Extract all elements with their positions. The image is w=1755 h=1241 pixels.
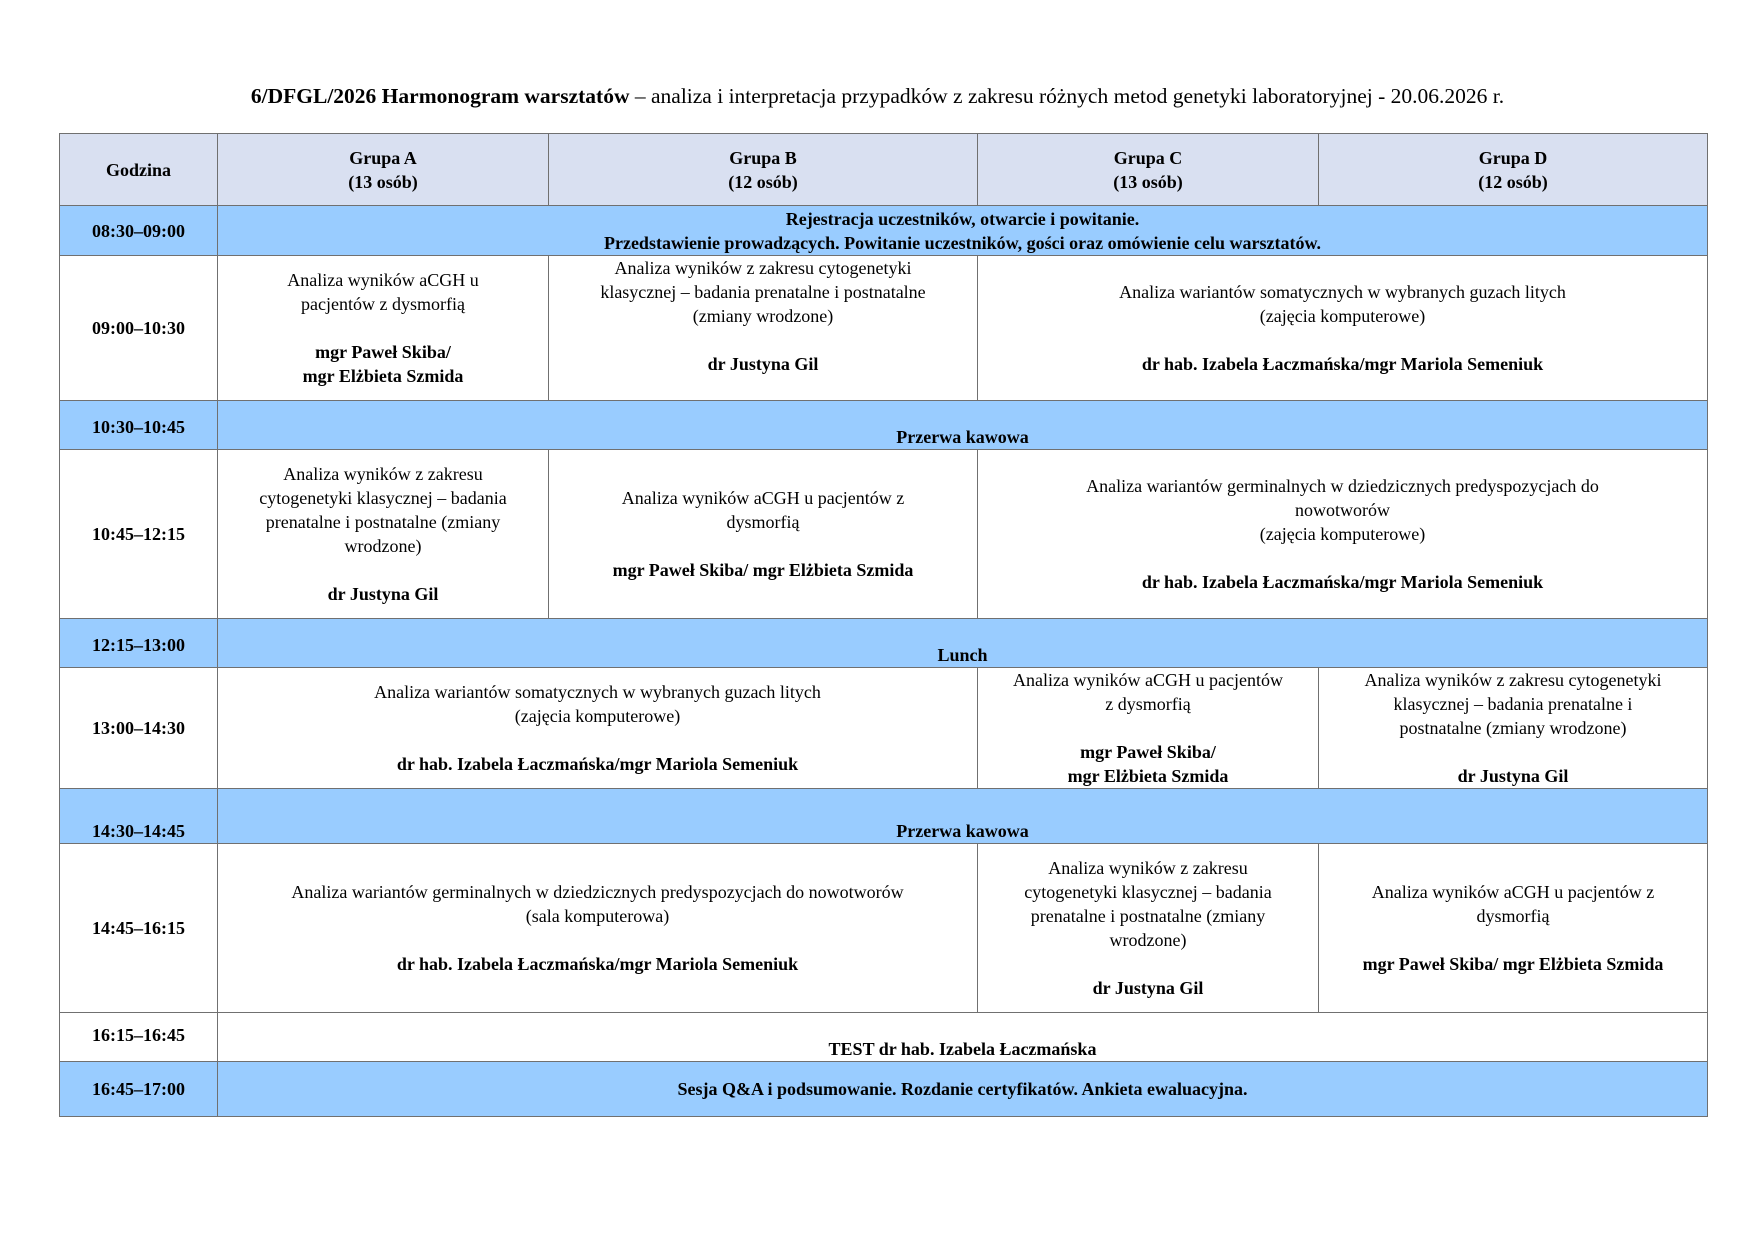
- session-cell-d: Analiza wyników z zakresu cytogenetyki klasycznej – badania prenatalne i postnatalne (zmiany wrodzone) dr Justyna Gil: [1319, 668, 1708, 789]
- session-cell-d: Analiza wyników aCGH u pacjentów z dysmorfią mgr Paweł Skiba/ mgr Elżbieta Szmida: [1319, 844, 1708, 1013]
- session-cell-b: Analiza wyników aCGH u pacjentów z dysmorfią mgr Paweł Skiba/ mgr Elżbieta Szmida: [549, 450, 978, 619]
- time-cell: 13:00–14:30: [60, 668, 218, 789]
- time-cell: 08:30–09:00: [60, 206, 218, 256]
- session-cell-cd: Analiza wariantów germinalnych w dziedzicznych predyspozycjach do nowotworów (zajęcia komputerowe) dr hab. Izabela Łaczmańska/mgr Mariola Semeniuk: [978, 450, 1708, 619]
- row-session-2: [60, 450, 1708, 619]
- test-cell: TEST dr hab. Izabela Łaczmańska: [218, 1013, 1708, 1062]
- session-cell-a: Analiza wyników aCGH u pacjentów z dysmorfią mgr Paweł Skiba/ mgr Elżbieta Szmida: [218, 256, 549, 401]
- row-session-3: [60, 668, 1708, 789]
- session-cell-c: Analiza wyników z zakresu cytogenetyki klasycznej – badania prenatalne i postnatalne (zmiany wrodzone) dr Justyna Gil: [978, 844, 1319, 1013]
- session-cell-cd: Analiza wariantów somatycznych w wybranych guzach litych (zajęcia komputerowe) dr hab. Izabela Łaczmańska/mgr Mariola Semeniuk: [978, 256, 1708, 401]
- lunch-cell: Lunch: [218, 619, 1708, 668]
- registration-cell: Rejestracja uczestników, otwarcie i powitanie. Przedstawienie prowadzących. Powitanie uczestników, gości oraz omówienie celu warsztatów.: [218, 206, 1708, 256]
- row-registration: [60, 206, 1708, 256]
- document-title: [0, 84, 1755, 109]
- time-cell: 16:45–17:00: [60, 1062, 218, 1117]
- row-coffee-break-1: [60, 401, 1708, 450]
- header-row: [60, 134, 1708, 206]
- session-cell-b: Analiza wyników z zakresu cytogenetyki klasycznej – badania prenatalne i postnatalne (zmiany wrodzone) dr Justyna Gil: [549, 256, 978, 401]
- break-cell: Przerwa kawowa: [218, 401, 1708, 450]
- header-time: Godzina: [60, 134, 218, 206]
- header-group-a: Grupa A (13 osób): [218, 134, 549, 206]
- time-cell: 12:15–13:00: [60, 619, 218, 668]
- time-cell: 14:45–16:15: [60, 844, 218, 1013]
- row-session-4: [60, 844, 1708, 1013]
- row-test: [60, 1013, 1708, 1062]
- title-bold: 6/DFGL/2026 Harmonogram warsztatów: [250, 84, 630, 108]
- time-cell: 16:15–16:45: [60, 1013, 218, 1062]
- header-group-c: Grupa C (13 osób): [978, 134, 1319, 206]
- time-cell: 10:45–12:15: [60, 450, 218, 619]
- title-rest: – analiza i interpretacja przypadków z zakresu różnych metod genetyki laboratoryjnej - 20.06.2026 r.: [629, 84, 1505, 108]
- session-cell-c: Analiza wyników aCGH u pacjentów z dysmorfią mgr Paweł Skiba/ mgr Elżbieta Szmida: [978, 668, 1319, 789]
- session-cell-a: Analiza wyników z zakresu cytogenetyki klasycznej – badania prenatalne i postnatalne (zmiany wrodzone) dr Justyna Gil: [218, 450, 549, 619]
- time-cell: 14:30–14:45: [60, 789, 218, 844]
- header-group-d: Grupa D (12 osób): [1319, 134, 1708, 206]
- row-lunch: [60, 619, 1708, 668]
- row-coffee-break-2: [60, 789, 1708, 844]
- schedule-table: [59, 133, 1708, 1117]
- qa-cell: Sesja Q&A i podsumowanie. Rozdanie certyfikatów. Ankieta ewaluacyjna.: [218, 1062, 1708, 1117]
- time-cell: 10:30–10:45: [60, 401, 218, 450]
- row-session-1: [60, 256, 1708, 401]
- header-group-b: Grupa B (12 osób): [549, 134, 978, 206]
- time-cell: 09:00–10:30: [60, 256, 218, 401]
- session-cell-ab: Analiza wariantów somatycznych w wybranych guzach litych (zajęcia komputerowe) dr hab. Izabela Łaczmańska/mgr Mariola Semeniuk: [218, 668, 978, 789]
- session-cell-ab: Analiza wariantów germinalnych w dziedzicznych predyspozycjach do nowotworów (sala komputerowa) dr hab. Izabela Łaczmańska/mgr Mariola Semeniuk: [218, 844, 978, 1013]
- row-qa: [60, 1062, 1708, 1117]
- break-cell: Przerwa kawowa: [218, 789, 1708, 844]
